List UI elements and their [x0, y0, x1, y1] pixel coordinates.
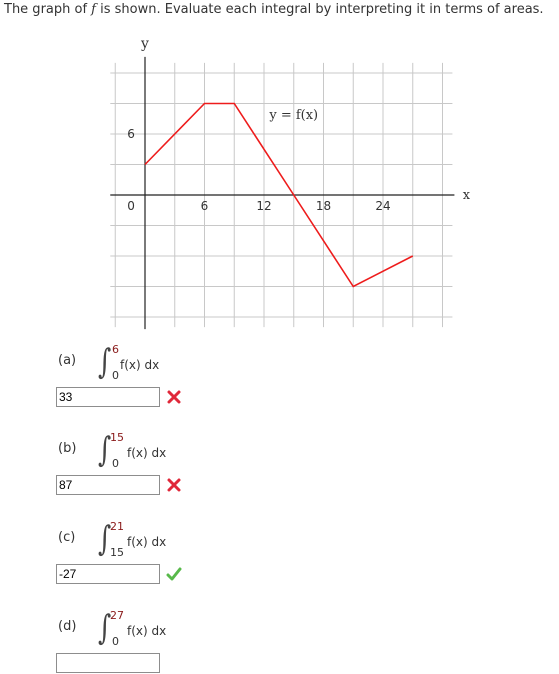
- x-axis-label: x: [462, 188, 471, 203]
- correct-check-icon: [166, 566, 182, 582]
- part-label: (d): [58, 619, 77, 634]
- y-tick-label: 6: [127, 127, 135, 141]
- answer-input[interactable]: [56, 653, 160, 673]
- function-graph: [0, 30, 559, 330]
- integral-sign-icon: ∫: [98, 430, 112, 470]
- upper-limit: 27: [110, 609, 124, 622]
- origin-label: 0: [127, 199, 135, 213]
- answer-input[interactable]: [56, 475, 160, 495]
- integral-sign-icon: ∫: [98, 342, 112, 382]
- lower-limit: 15: [110, 546, 124, 559]
- graph-axes: [110, 57, 454, 329]
- part-label: (b): [58, 441, 77, 456]
- question-prompt: [4, 2, 544, 17]
- x-tick-label: 24: [375, 199, 391, 213]
- x-tick-label: 12: [256, 199, 272, 213]
- answer-input[interactable]: [56, 387, 160, 407]
- incorrect-x-icon: [166, 477, 182, 493]
- incorrect-x-icon: [166, 389, 182, 405]
- integrand: f(x) dx: [127, 624, 167, 638]
- x-tick-label: 6: [200, 199, 209, 213]
- upper-limit: 21: [110, 520, 124, 533]
- integrand: f(x) dx: [120, 358, 160, 372]
- lower-limit: 0: [112, 635, 119, 648]
- prompt-function-name: f: [91, 2, 96, 17]
- prompt-text-before: The graph of: [4, 2, 92, 17]
- prompt-text-after: is shown. Evaluate each integral by interpreting it in terms of areas.: [95, 2, 544, 17]
- lower-limit: 0: [112, 457, 119, 470]
- answer-input[interactable]: [56, 564, 160, 584]
- y-axis-label: y: [141, 36, 149, 52]
- graph-labels: [127, 36, 470, 213]
- lower-limit: 0: [112, 369, 119, 382]
- part-label: (a): [58, 353, 77, 368]
- integral-sign-icon: ∫: [98, 519, 112, 559]
- integrand: f(x) dx: [127, 535, 167, 549]
- upper-limit: 6: [112, 343, 119, 356]
- x-tick-label: 18: [315, 199, 332, 213]
- integral-sign-icon: ∫: [98, 608, 112, 648]
- upper-limit: 15: [110, 431, 124, 444]
- function-label: y = f(x): [269, 107, 319, 123]
- integrand: f(x) dx: [127, 446, 167, 460]
- part-label: (c): [58, 530, 76, 545]
